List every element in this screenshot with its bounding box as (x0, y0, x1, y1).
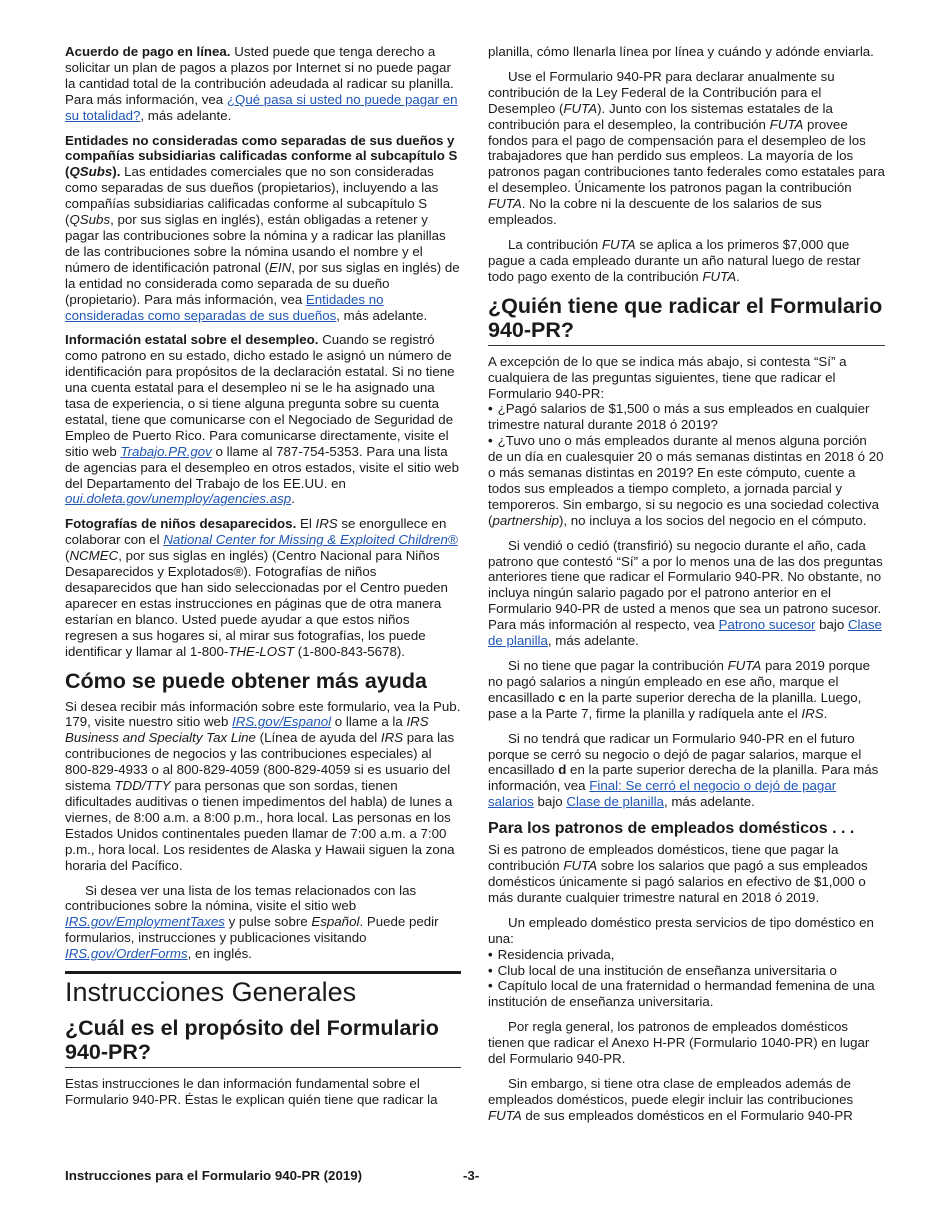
text: ), no incluya a los socios del negocio en el cómputo. (558, 512, 867, 528)
text: Si no tiene que pagar la contribución (508, 658, 728, 673)
text: . (823, 705, 828, 721)
heading-general-instructions: Instrucciones Generales (65, 971, 461, 1008)
payroll-topics-paragraph (65, 883, 461, 963)
state-unemployment-paragraph (65, 332, 461, 507)
text: en la parte superior derecha de la planilla. Para más información, vea (488, 762, 879, 794)
text: , por sus siglas en inglés) de la entidad no considerada como separada de su dueño (propietario). Para más información, vea (65, 259, 460, 307)
futa-7000-paragraph (488, 237, 885, 285)
link-doleta[interactable]: oui.doleta.gov/unemploy/agencies.asp (65, 491, 292, 507)
text: FUTA (727, 658, 762, 673)
online-payment-paragraph (65, 44, 461, 124)
other-employees-paragraph (488, 1076, 885, 1124)
who-must-file-paragraph: A excepción de lo que se indica más abajo, si contesta “Sí” a cualquiera de las preguntas siguientes, tiene que radicar el Formulario 940-PR: (488, 353, 847, 401)
text: . No la cobre ni la descuente de los salarios de sus empleados. (488, 196, 822, 228)
text: Capítulo local de una fraternidad o hermandad femenina de una institución de enseñanza universitaria. (488, 978, 875, 1010)
heading-inline: Información estatal sobre el desempleo. (65, 332, 319, 348)
link-disregarded-entities[interactable]: Entidades no consideradas como separadas de sus dueños (65, 291, 384, 323)
text: FUTA (563, 858, 598, 874)
text: , más adelante. (336, 307, 428, 323)
text: en la parte superior derecha de la planilla. Luego, pase a la Parte 7, firme la planilla y radíquela ante el (488, 689, 862, 721)
left-column (65, 44, 461, 1117)
text: QSubs (69, 164, 113, 180)
household-list (488, 947, 885, 1011)
footer-title: Instrucciones para el Formulario 940-PR (2019) (65, 1168, 363, 1183)
text: Residencia privada, (497, 946, 615, 962)
text: Usted puede que tenga derecho a solicitar un plan de pagos a plazos por Internet si no puede pagar la cantidad total de la contribución adeudada al radicar su planilla. Para más información, vea (65, 44, 454, 107)
text: o llame al 787-754-5353. Para una lista de agencias para el desempleo en otros estados, visite el sitio web del Departamento del Trabajo de los EE.UU. en (65, 443, 459, 491)
text: Entidades no consideradas como separadas de sus dueños y compañías subsidiarias calificadas conforme al subcapítulo S ( (65, 132, 458, 180)
text: Cuando se registró como patrono en su estado, dicho estado le asignó un número de identificación para propósitos de la declaración estatal. Si no tiene una cuenta estatal para el desempleo ni se le ha asignado una tasa de experiencia, o si tiene alguna pregunta sobre su cuenta estatal, tiene que comunicarse con el Negociado de Seguridad de Empleo de Puerto Rico. Para comunicarse directamente, visite el sitio web (65, 332, 455, 459)
text: . (736, 268, 740, 284)
link-order-forms[interactable]: IRS.gov/OrderForms (65, 946, 188, 962)
text: , en inglés. (187, 946, 252, 962)
text: Si vendió o cedió (transfirió) su negocio durante el año, cada patrono que contestó “Sí” a por lo menos una de las dos preguntas anteriores tiene que radicar el Formulario 940-PR. No obstante, no incluya ningún salario pagado por el patrono anterior en el Formulario 940-PR de usted a menos que sea un patrono sucesor. Para más información al respecto, vea (488, 537, 883, 633)
link-employment-taxes[interactable]: IRS.gov/EmploymentTaxes (65, 914, 225, 930)
text: . (291, 491, 295, 507)
text: THE-LOST (228, 643, 295, 659)
text: se aplica a los primeros $7,000 que pague a cada empleado durante un año natural luego de restar todo pago exento de la contribución (488, 236, 861, 284)
list-item (488, 433, 885, 528)
box-c-paragraph (488, 658, 885, 722)
who-must-file-list (488, 401, 885, 528)
heading-who-must-file: ¿Quién tiene que radicar el Formulario 940-PR? (488, 294, 885, 346)
page-number: -3- (463, 1168, 480, 1183)
text: NCMEC (69, 548, 119, 564)
heading-more-help: Cómo se puede obtener más ayuda (65, 668, 428, 693)
text: o llame a la (331, 714, 407, 730)
heading-inline: Fotografías de niños desaparecidos. (65, 516, 297, 532)
text: Si es patrono de empleados domésticos, tiene que pagar la contribución (488, 842, 839, 874)
text: QSubs (69, 212, 111, 228)
text: Si desea recibir más información sobre este formulario, vea la Pub. 179, visite nuestro sitio web (65, 698, 461, 730)
list-item (488, 978, 885, 1010)
text: Si desea ver una lista de los temas relacionados con las contribuciones sobre la nómina, visite el sitio web (65, 882, 417, 914)
right-column (488, 44, 885, 1133)
text: IRS (315, 516, 338, 532)
text: para las contribuciones de negocios y las contribuciones especiales) al 800-829-4933 o al 800-829-4059 (800-829-4059 si es usuario del sistema (65, 730, 455, 794)
heading-purpose: ¿Cuál es el propósito del Formulario 940-PR? (65, 1016, 461, 1068)
link-type-of-return[interactable]: Clase de planilla (566, 794, 664, 810)
link-ncmec[interactable]: National Center for Missing & Exploited Children® (163, 532, 458, 548)
text: se enorgullece en colaborar con el (65, 516, 447, 548)
text: d (558, 762, 567, 778)
bullet-icon: • (488, 401, 493, 417)
text: ( (65, 548, 70, 564)
text: Las entidades comerciales que no son consideradas como separadas de sus dueños (propietarios), incluyendo a las compañías subsidiarias calificadas conforme al subcapítulo S ( (65, 164, 439, 228)
text: , por sus siglas en inglés) (Centro Nacional para Niños Desaparecidos y Explotados®). Fotografías de niños desaparecidos que han sido seleccionadas por el Centro pueden aparecer en estas instrucciones en páginas que de otra manera estarían en blanco. Usted puede ayudar a que estos niños regresen a sus hogares si, al mirar sus fotografías, los puede identificar y llamar al 1-800- (65, 548, 448, 659)
purpose-paragraph: Estas instrucciones le dan información fundamental sobre el Formulario 940-PR. Éstas le explican quién tiene que radicar la (65, 1076, 438, 1107)
text: para personas que son sordas, tienen dificultades auditivas o tienen impedimentos del habla) de lunes a viernes, de 8:00 a.m. a 8:00 p.m., hora local. Las personas en los Estados Unidos continentales pueden llamar de 7:00 a.m. a 7:00 p.m., hora local. Los residentes de Alaska y Hawaii siguen la zona horaria del Pacífico. (65, 778, 455, 873)
box-d-paragraph (488, 731, 885, 811)
text: IRS (380, 730, 404, 746)
text: Si no tendrá que radicar un Formulario 940-PR en el futuro porque se cerró su negocio o dejó de pagar salarios, marque el encasillado (488, 730, 862, 778)
text: Use el Formulario 940-PR para declarar anualmente su contribución de la Ley Federal de la Contribución para el Desempleo ( (488, 68, 835, 116)
text: Club local de una institución de enseñanza universitaria o (497, 962, 837, 978)
list-item (488, 963, 885, 979)
text: ¿Tuvo uno o más empleados durante al menos alguna porción de un día en cualesquier 20 o más semanas distintas en 2018 ó 20 o más semanas distintas en 2019? En este cómputo, cuente a todos sus empleados a tiempo completo, a jornada parcial y temporeros. Sin embargo, si su negocio es una sociedad colectiva ( (488, 433, 884, 528)
link-irs-espanol[interactable]: IRS.gov/Espanol (232, 714, 332, 730)
more-help-paragraph (65, 699, 461, 874)
text: , por sus siglas en inglés), están obligadas a retener y pagar las contribuciones sobre la nómina y a radicar las planillas de las contribuciones sobre la nómina usando el nombre y el número de identificación patronal ( (65, 212, 446, 275)
bullet-icon: • (488, 433, 493, 449)
link-successor-employer[interactable]: Patrono sucesor (718, 617, 816, 633)
text: (Línea de ayuda del (255, 730, 381, 746)
text: y pulse sobre (224, 914, 312, 930)
text: partnership (492, 512, 559, 528)
text: IRS Business and Specialty Tax Line (65, 714, 429, 746)
text: FUTA (601, 236, 636, 252)
text: . Puede pedir formularios, instrucciones y publicaciones visitando (65, 914, 439, 946)
text: bajo (815, 617, 848, 633)
text: ). (112, 164, 121, 180)
bullet-icon: • (488, 946, 493, 962)
missing-children-paragraph (65, 516, 461, 659)
text: c (558, 689, 566, 705)
text: IRS (801, 705, 824, 721)
schedule-h-paragraph: Por regla general, los patronos de empleados domésticos tienen que radicar el Anexo H-PR (Formulario 1040-PR) en lugar del Formulario 940-PR. (488, 1019, 870, 1067)
text: , más adelante. (663, 794, 755, 810)
text: Sin embargo, si tiene otra clase de empleados además de empleados domésticos, puede elegir incluir las contribuciones (488, 1075, 854, 1107)
text: FUTA (488, 1107, 522, 1123)
heading-inline: Acuerdo de pago en línea. (65, 44, 231, 59)
sold-business-paragraph (488, 538, 885, 649)
household-paragraph (488, 842, 885, 906)
link-final-closed[interactable]: Final: Se cerró el negocio o dejó de pagar salarios (488, 778, 837, 810)
text: provee fondos para el pago de compensación para el desempleo de los trabajadores que han perdido sus empleos. La mayoría de los patronos pagan contribuciones tanto federales como estatales para el desempleo. Únicamente los patronos pagan la contribución (488, 116, 885, 196)
text: Español (311, 914, 360, 930)
text: El (296, 516, 316, 532)
household-employee-paragraph: Un empleado doméstico presta servicios de tipo doméstico en una: (488, 914, 874, 946)
list-item (488, 947, 885, 963)
text: (1-800-843-5678). (294, 643, 405, 659)
text: , más adelante. (140, 107, 232, 123)
text: La contribución (508, 236, 602, 252)
text: de sus empleados domésticos en el Formulario 940-PR (521, 1107, 853, 1123)
text: para 2019 porque no pagó salarios a ningún empleado en ese año, marque el encasillado (488, 658, 870, 705)
text: FUTA (488, 196, 522, 212)
bullet-icon: • (488, 962, 493, 978)
continued-paragraph: planilla, cómo llenarla línea por línea y cuándo y adónde enviarla. (488, 44, 874, 59)
link-type-of-return[interactable]: Clase de planilla (488, 617, 882, 649)
list-item (488, 401, 885, 433)
text: FUTA (769, 116, 804, 132)
text: bajo (533, 794, 567, 810)
futa-use-paragraph (488, 69, 885, 228)
bullet-icon: • (488, 978, 493, 994)
heading-household-employers: Para los patronos de empleados domésticos . . . (488, 820, 855, 838)
text: FUTA (702, 268, 737, 284)
text: EIN (269, 259, 292, 275)
text: , más adelante. (547, 633, 639, 649)
text: ). Junto con los sistemas estatales de la contribución para el desempleo, la contribución (488, 100, 833, 132)
link-cannot-pay[interactable]: ¿Qué pasa si usted no puede pagar en su totalidad? (65, 91, 458, 123)
text: ¿Pagó salarios de $1,500 o más a sus empleados en cualquier trimestre natural durante 2018 ó 2019? (488, 401, 870, 433)
text: sobre los salarios que pagó a sus empleados domésticos únicamente si pagó salarios en efectivo de $1,000 o más durante cualquier trimestre natural en 2018 ó 2019. (488, 858, 868, 905)
text: TDD/TTY (114, 778, 171, 794)
disregarded-entities-paragraph (65, 133, 461, 324)
link-trabajo[interactable]: Trabajo.PR.gov (120, 443, 212, 459)
text: FUTA (563, 100, 598, 116)
